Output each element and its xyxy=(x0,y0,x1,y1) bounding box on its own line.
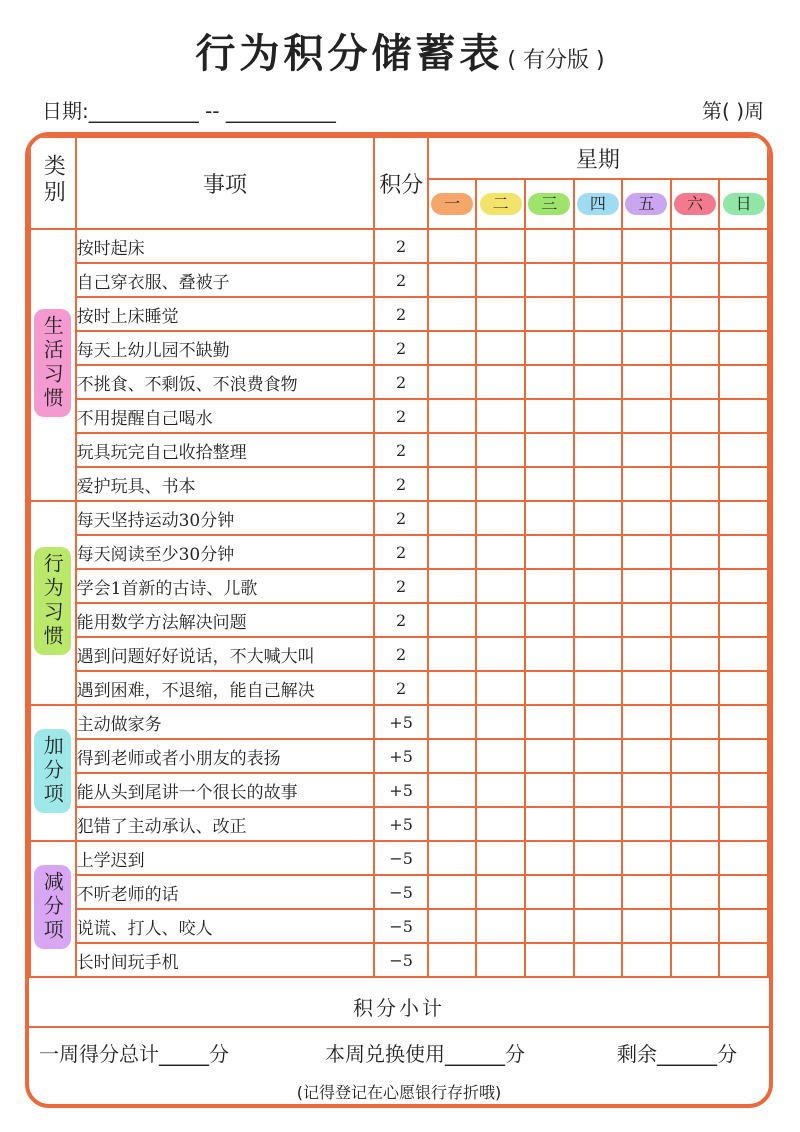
score-cell-1[interactable] xyxy=(428,467,477,501)
score-cell-7[interactable] xyxy=(719,331,768,365)
score-cell-5[interactable] xyxy=(622,297,671,331)
table-row xyxy=(30,739,768,773)
score-cell-2[interactable] xyxy=(476,841,525,875)
weekly-total-field[interactable]: 一周得分总计_____分 xyxy=(39,1042,229,1066)
score-cell-3[interactable] xyxy=(525,399,574,433)
points-cell: 2 xyxy=(374,263,428,297)
score-cell-3[interactable] xyxy=(525,875,574,909)
table-row xyxy=(30,807,768,841)
score-cell-1[interactable] xyxy=(428,875,477,909)
score-cell-1[interactable] xyxy=(428,705,477,739)
category-label: 生活习惯 xyxy=(34,309,71,417)
table-row xyxy=(30,773,768,807)
score-cell-6[interactable] xyxy=(671,943,720,977)
score-cell-6[interactable] xyxy=(671,399,720,433)
title-main: 行为积分储蓄表 xyxy=(195,31,504,77)
score-cell-6[interactable] xyxy=(671,331,720,365)
score-cell-5[interactable] xyxy=(622,705,671,739)
score-cell-5[interactable] xyxy=(622,943,671,977)
item-cell: 遇到困难，不退缩，能自己解决 xyxy=(76,671,375,705)
score-cell-6[interactable] xyxy=(671,637,720,671)
header-category xyxy=(30,137,76,229)
score-cell-3[interactable] xyxy=(525,637,574,671)
score-cell-4[interactable] xyxy=(574,297,623,331)
item-cell: 说谎、打人、咬人 xyxy=(76,909,375,943)
subtotal-label: 积分小计 xyxy=(29,990,769,1028)
points-cell: 2 xyxy=(374,603,428,637)
item-cell: 每天阅读至少30分钟 xyxy=(76,535,375,569)
table-row xyxy=(30,331,768,365)
score-cell-1[interactable] xyxy=(428,909,477,943)
score-cell-6[interactable] xyxy=(671,467,720,501)
score-cell-1[interactable] xyxy=(428,535,477,569)
score-cell-7[interactable] xyxy=(719,399,768,433)
score-cell-3[interactable] xyxy=(525,807,574,841)
score-cell-3[interactable] xyxy=(525,433,574,467)
score-cell-3[interactable] xyxy=(525,263,574,297)
score-cell-7[interactable] xyxy=(719,501,768,535)
points-cell: 2 xyxy=(374,331,428,365)
score-cell-5[interactable] xyxy=(622,773,671,807)
points-cell: −5 xyxy=(374,875,428,909)
table-row xyxy=(30,297,768,331)
points-cell: 2 xyxy=(374,501,428,535)
score-cell-4[interactable] xyxy=(574,535,623,569)
score-cell-7[interactable] xyxy=(719,875,768,909)
day-header-3 xyxy=(525,179,574,229)
day-label: 一 xyxy=(431,193,473,215)
score-cell-1[interactable] xyxy=(428,943,477,977)
score-cell-7[interactable] xyxy=(719,841,768,875)
category-cell xyxy=(30,229,76,501)
score-cell-7[interactable] xyxy=(719,671,768,705)
score-cell-4[interactable] xyxy=(574,943,623,977)
header-row xyxy=(30,137,768,179)
score-cell-5[interactable] xyxy=(622,637,671,671)
score-cell-6[interactable] xyxy=(671,569,720,603)
table-row xyxy=(30,433,768,467)
category-label: 行为习惯 xyxy=(34,547,71,655)
score-cell-2[interactable] xyxy=(476,705,525,739)
score-cell-2[interactable] xyxy=(476,603,525,637)
redeemed-field[interactable]: 本周兑换使用______分 xyxy=(325,1042,525,1066)
score-cell-1[interactable] xyxy=(428,841,477,875)
score-cell-5[interactable] xyxy=(622,399,671,433)
item-cell: 不用提醒自己喝水 xyxy=(76,399,375,433)
score-cell-7[interactable] xyxy=(719,297,768,331)
score-cell-2[interactable] xyxy=(476,501,525,535)
score-cell-6[interactable] xyxy=(671,671,720,705)
item-cell: 得到老师或者小朋友的表扬 xyxy=(76,739,375,773)
score-cell-4[interactable] xyxy=(574,875,623,909)
table-row xyxy=(30,229,768,263)
score-cell-3[interactable] xyxy=(525,841,574,875)
day-label: 四 xyxy=(577,193,619,215)
score-cell-3[interactable] xyxy=(525,909,574,943)
score-cell-2[interactable] xyxy=(476,875,525,909)
score-cell-6[interactable] xyxy=(671,603,720,637)
score-cell-3[interactable] xyxy=(525,705,574,739)
score-cell-7[interactable] xyxy=(719,773,768,807)
table-row xyxy=(30,535,768,569)
score-cell-4[interactable] xyxy=(574,637,623,671)
item-cell: 不听老师的话 xyxy=(76,875,375,909)
table-row xyxy=(30,705,768,739)
score-cell-6[interactable] xyxy=(671,501,720,535)
score-cell-6[interactable] xyxy=(671,739,720,773)
score-cell-2[interactable] xyxy=(476,365,525,399)
score-cell-1[interactable] xyxy=(428,637,477,671)
score-cell-1[interactable] xyxy=(428,807,477,841)
score-cell-2[interactable] xyxy=(476,263,525,297)
score-cell-4[interactable] xyxy=(574,263,623,297)
score-cell-3[interactable] xyxy=(525,943,574,977)
score-cell-2[interactable] xyxy=(476,229,525,263)
score-cell-2[interactable] xyxy=(476,739,525,773)
day-header-7 xyxy=(719,179,768,229)
points-cell: +5 xyxy=(374,807,428,841)
points-cell: +5 xyxy=(374,705,428,739)
score-cell-5[interactable] xyxy=(622,739,671,773)
header-points: 积分 xyxy=(374,137,428,229)
score-cell-1[interactable] xyxy=(428,365,477,399)
score-cell-1[interactable] xyxy=(428,433,477,467)
table-row xyxy=(30,841,768,875)
score-table-frame xyxy=(25,132,773,1108)
score-cell-3[interactable] xyxy=(525,331,574,365)
score-cell-5[interactable] xyxy=(622,229,671,263)
score-cell-2[interactable] xyxy=(476,399,525,433)
score-cell-5[interactable] xyxy=(622,841,671,875)
points-cell: 2 xyxy=(374,399,428,433)
day-header-2 xyxy=(476,179,525,229)
score-cell-3[interactable] xyxy=(525,365,574,399)
score-cell-4[interactable] xyxy=(574,501,623,535)
points-cell: 2 xyxy=(374,535,428,569)
score-cell-5[interactable] xyxy=(622,331,671,365)
score-cell-2[interactable] xyxy=(476,569,525,603)
score-table xyxy=(29,136,769,978)
score-cell-4[interactable] xyxy=(574,807,623,841)
score-cell-6[interactable] xyxy=(671,773,720,807)
score-cell-5[interactable] xyxy=(622,535,671,569)
score-cell-6[interactable] xyxy=(671,705,720,739)
score-cell-6[interactable] xyxy=(671,875,720,909)
score-cell-2[interactable] xyxy=(476,773,525,807)
category-cell xyxy=(30,841,76,977)
score-cell-1[interactable] xyxy=(428,229,477,263)
score-cell-6[interactable] xyxy=(671,807,720,841)
points-cell: 2 xyxy=(374,297,428,331)
points-cell: 2 xyxy=(374,467,428,501)
score-cell-6[interactable] xyxy=(671,365,720,399)
header-item: 事项 xyxy=(76,137,375,229)
score-cell-6[interactable] xyxy=(671,263,720,297)
score-cell-2[interactable] xyxy=(476,535,525,569)
table-row xyxy=(30,399,768,433)
score-cell-7[interactable] xyxy=(719,943,768,977)
score-cell-5[interactable] xyxy=(622,263,671,297)
score-cell-2[interactable] xyxy=(476,807,525,841)
table-row xyxy=(30,909,768,943)
score-cell-5[interactable] xyxy=(622,467,671,501)
day-header-6 xyxy=(671,179,720,229)
table-row xyxy=(30,365,768,399)
score-cell-3[interactable] xyxy=(525,501,574,535)
item-cell: 每天坚持运动30分钟 xyxy=(76,501,375,535)
reminder-note: (记得登记在心愿银行存折哦) xyxy=(296,1083,502,1102)
score-cell-3[interactable] xyxy=(525,297,574,331)
points-cell: −5 xyxy=(374,943,428,977)
score-cell-1[interactable] xyxy=(428,501,477,535)
item-cell: 按时起床 xyxy=(76,229,375,263)
score-cell-6[interactable] xyxy=(671,229,720,263)
remaining-field[interactable]: 剩余______分 xyxy=(617,1042,737,1066)
score-cell-1[interactable] xyxy=(428,263,477,297)
points-cell: 2 xyxy=(374,569,428,603)
score-cell-7[interactable] xyxy=(719,467,768,501)
category-cell xyxy=(30,705,76,841)
score-cell-4[interactable] xyxy=(574,603,623,637)
score-cell-4[interactable] xyxy=(574,841,623,875)
score-cell-7[interactable] xyxy=(719,705,768,739)
item-cell: 遇到问题好好说话，不大喊大叫 xyxy=(76,637,375,671)
table-row xyxy=(30,637,768,671)
score-cell-4[interactable] xyxy=(574,773,623,807)
points-cell: +5 xyxy=(374,739,428,773)
item-cell: 爱护玩具、书本 xyxy=(76,467,375,501)
score-cell-4[interactable] xyxy=(574,569,623,603)
points-cell: 2 xyxy=(374,671,428,705)
score-cell-3[interactable] xyxy=(525,739,574,773)
score-cell-7[interactable] xyxy=(719,637,768,671)
score-cell-1[interactable] xyxy=(428,603,477,637)
score-cell-7[interactable] xyxy=(719,365,768,399)
score-cell-4[interactable] xyxy=(574,331,623,365)
score-cell-6[interactable] xyxy=(671,535,720,569)
score-cell-7[interactable] xyxy=(719,263,768,297)
item-cell: 学会1首新的古诗、儿歌 xyxy=(76,569,375,603)
score-cell-2[interactable] xyxy=(476,467,525,501)
day-header-1 xyxy=(428,179,477,229)
score-cell-3[interactable] xyxy=(525,535,574,569)
week-field[interactable]: 第( )周 xyxy=(702,99,764,123)
item-cell: 按时上床睡觉 xyxy=(76,297,375,331)
day-label: 日 xyxy=(723,193,765,215)
day-label: 五 xyxy=(625,193,667,215)
table-row xyxy=(30,467,768,501)
score-cell-1[interactable] xyxy=(428,773,477,807)
day-label: 二 xyxy=(480,193,522,215)
score-cell-2[interactable] xyxy=(476,671,525,705)
item-cell: 自己穿衣服、叠被子 xyxy=(76,263,375,297)
score-cell-4[interactable] xyxy=(574,399,623,433)
table-row xyxy=(30,501,768,535)
title-subtitle: ( 有分版 ) xyxy=(507,48,605,73)
score-cell-6[interactable] xyxy=(671,841,720,875)
score-cell-3[interactable] xyxy=(525,773,574,807)
points-cell: 2 xyxy=(374,365,428,399)
score-cell-5[interactable] xyxy=(622,875,671,909)
score-cell-2[interactable] xyxy=(476,637,525,671)
score-cell-7[interactable] xyxy=(719,433,768,467)
points-cell: 2 xyxy=(374,637,428,671)
score-cell-4[interactable] xyxy=(574,671,623,705)
category-label: 减分项 xyxy=(34,865,71,949)
score-cell-1[interactable] xyxy=(428,671,477,705)
score-cell-5[interactable] xyxy=(622,433,671,467)
score-cell-4[interactable] xyxy=(574,739,623,773)
score-cell-3[interactable] xyxy=(525,467,574,501)
score-cell-6[interactable] xyxy=(671,433,720,467)
item-cell: 能从头到尾讲一个很长的故事 xyxy=(76,773,375,807)
item-cell: 玩具玩完自己收拾整理 xyxy=(76,433,375,467)
score-cell-5[interactable] xyxy=(622,501,671,535)
score-cell-6[interactable] xyxy=(671,909,720,943)
score-cell-7[interactable] xyxy=(719,807,768,841)
score-cell-1[interactable] xyxy=(428,331,477,365)
score-cell-4[interactable] xyxy=(574,467,623,501)
score-cell-4[interactable] xyxy=(574,433,623,467)
score-cell-5[interactable] xyxy=(622,603,671,637)
score-cell-4[interactable] xyxy=(574,909,623,943)
item-cell: 能用数学方法解决问题 xyxy=(76,603,375,637)
item-cell: 上学迟到 xyxy=(76,841,375,875)
score-cell-3[interactable] xyxy=(525,603,574,637)
header-category-label: 类别 xyxy=(40,154,66,206)
score-cell-7[interactable] xyxy=(719,739,768,773)
score-cell-5[interactable] xyxy=(622,909,671,943)
score-cell-3[interactable] xyxy=(525,671,574,705)
score-cell-4[interactable] xyxy=(574,705,623,739)
category-cell xyxy=(30,501,76,705)
points-cell: −5 xyxy=(374,841,428,875)
table-row xyxy=(30,263,768,297)
day-header-4 xyxy=(574,179,623,229)
score-cell-1[interactable] xyxy=(428,569,477,603)
score-cell-2[interactable] xyxy=(476,297,525,331)
day-label: 六 xyxy=(674,193,716,215)
table-row xyxy=(30,671,768,705)
table-row xyxy=(30,603,768,637)
header-week: 星期 xyxy=(428,137,768,179)
score-cell-4[interactable] xyxy=(574,229,623,263)
score-cell-1[interactable] xyxy=(428,297,477,331)
table-row xyxy=(30,943,768,977)
score-cell-4[interactable] xyxy=(574,365,623,399)
points-cell: 2 xyxy=(374,229,428,263)
item-cell: 不挑食、不剩饭、不浪费食物 xyxy=(76,365,375,399)
item-cell: 犯错了主动承认、改正 xyxy=(76,807,375,841)
score-cell-1[interactable] xyxy=(428,399,477,433)
score-cell-5[interactable] xyxy=(622,365,671,399)
score-cell-5[interactable] xyxy=(622,671,671,705)
points-cell: 2 xyxy=(374,433,428,467)
day-label: 三 xyxy=(528,193,570,215)
score-cell-3[interactable] xyxy=(525,569,574,603)
score-cell-2[interactable] xyxy=(476,943,525,977)
score-cell-7[interactable] xyxy=(719,603,768,637)
score-cell-1[interactable] xyxy=(428,739,477,773)
score-cell-6[interactable] xyxy=(671,297,720,331)
date-field[interactable]: 日期:___________ -- ___________ xyxy=(42,99,336,123)
item-cell: 每天上幼儿园不缺勤 xyxy=(76,331,375,365)
category-label: 加分项 xyxy=(34,729,71,813)
item-cell: 主动做家务 xyxy=(76,705,375,739)
table-row xyxy=(30,569,768,603)
score-cell-2[interactable] xyxy=(476,331,525,365)
table-row xyxy=(30,875,768,909)
item-cell: 长时间玩手机 xyxy=(76,943,375,977)
score-cell-7[interactable] xyxy=(719,569,768,603)
points-cell: +5 xyxy=(374,773,428,807)
score-cell-2[interactable] xyxy=(476,433,525,467)
score-cell-7[interactable] xyxy=(719,229,768,263)
score-cell-2[interactable] xyxy=(476,909,525,943)
score-cell-5[interactable] xyxy=(622,569,671,603)
score-cell-5[interactable] xyxy=(622,807,671,841)
page-title xyxy=(0,22,800,79)
score-cell-7[interactable] xyxy=(719,909,768,943)
points-cell: −5 xyxy=(374,909,428,943)
score-cell-3[interactable] xyxy=(525,229,574,263)
day-header-5 xyxy=(622,179,671,229)
score-cell-7[interactable] xyxy=(719,535,768,569)
